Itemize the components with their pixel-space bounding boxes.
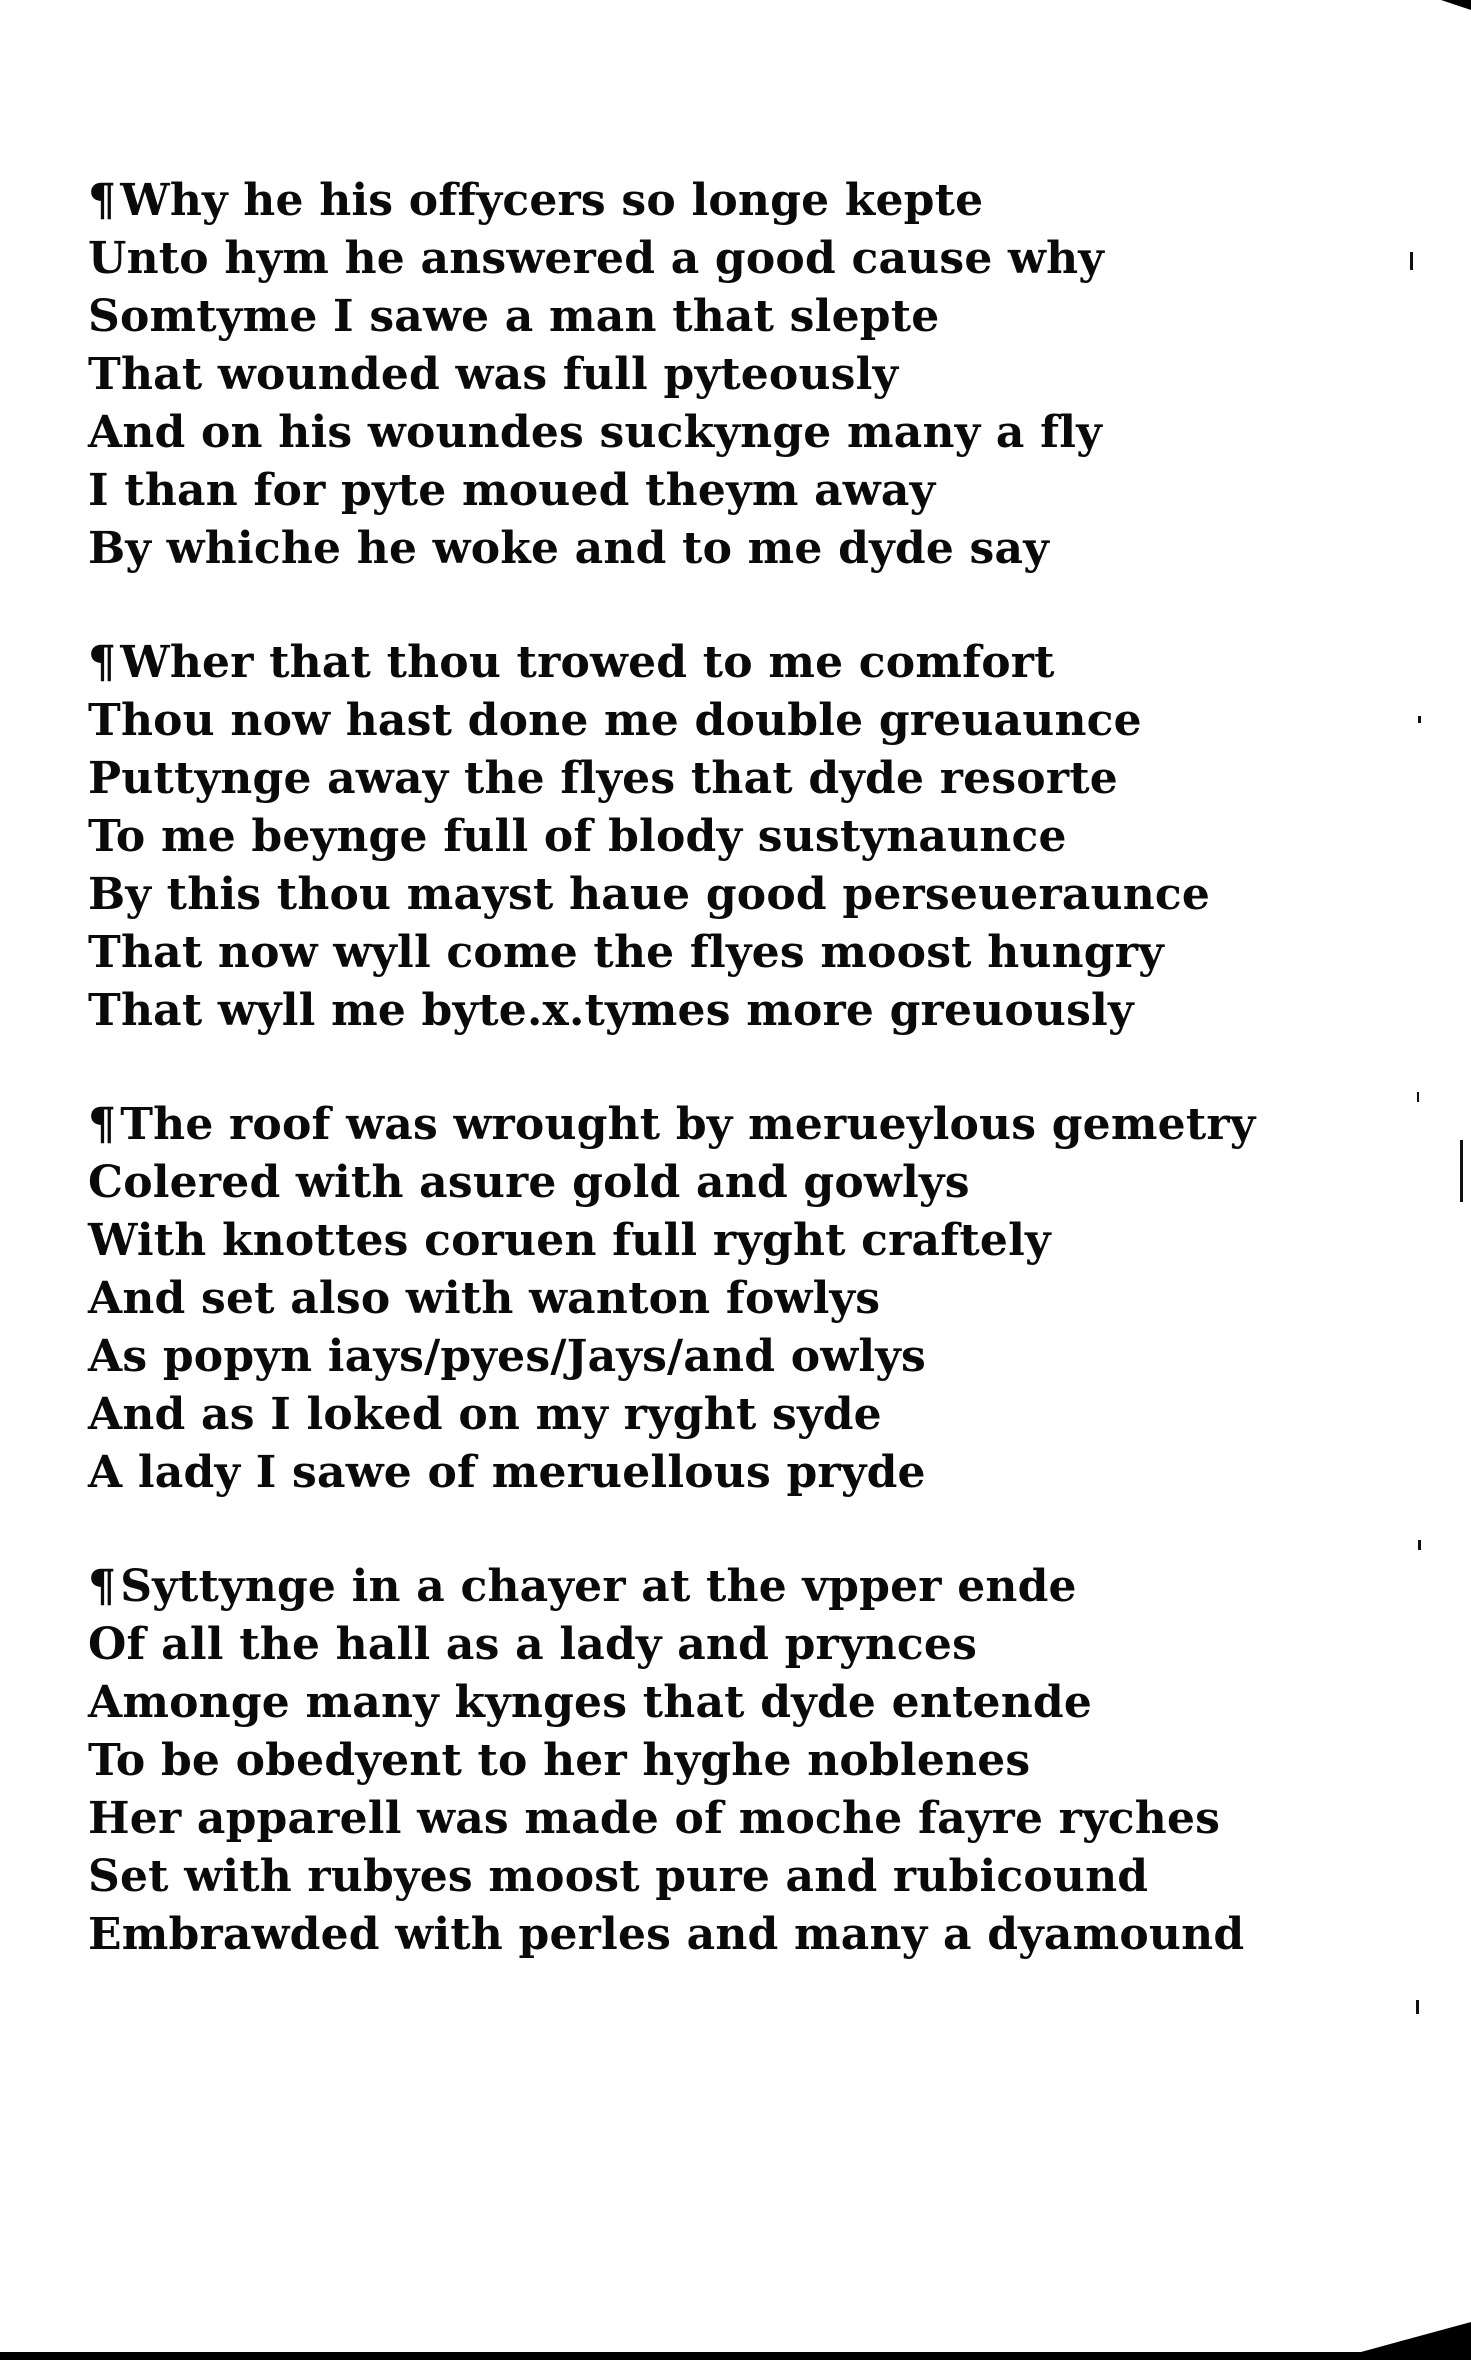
scan-speck [1418,1540,1421,1550]
poem-line: As popyn iays/pyes/Jays/and owlys [88,1331,926,1382]
poem-line: A lady I sawe of meruellous pryde [88,1447,926,1498]
poem-line [88,634,1288,692]
poem-line: That now wyll come the flyes moost hungry [88,927,1164,978]
line-text: The roof was wrought by merueylous gemetry [120,1099,1256,1150]
poem-line: Embrawded with perles and many a dyamound [88,1909,1245,1960]
scan-speck [1416,2000,1419,2014]
poem-line: I than for pyte moued theym away [88,465,936,516]
stanza-2 [88,634,1288,1040]
pilcrow-icon: ¶ [88,1561,117,1612]
poem-line: Somtyme I sawe a man that slepte [88,291,940,342]
poem-line: By whiche he woke and to me dyde say [88,523,1049,574]
poem-line: That wounded was full pyteously [88,349,899,400]
poem-line: And set also with wanton fowlys [88,1273,881,1324]
poem-line: That wyll me byte.x.tymes more greuously [88,985,1134,1036]
poem-line: Puttynge away the flyes that dyde resorte [88,753,1118,804]
line-text: Wher that thou trowed to me comfort [120,637,1055,688]
poem-line: Her apparell was made of moche fayre ryches [88,1793,1221,1844]
poem-line: And as I loked on my ryght syde [88,1389,882,1440]
scan-speck [1417,1092,1419,1102]
poem-line [88,172,1288,230]
poem-line: Unto hym he answered a good cause why [88,233,1105,284]
poem-line: To be obedyent to her hyghe noblenes [88,1735,1031,1786]
scan-bottom-edge [0,2352,1471,2360]
poem-line: Colered with asure gold and gowlys [88,1157,970,1208]
poem-line [88,1558,1288,1616]
scan-corner-mark [1441,0,1471,10]
poem-line: Set with rubyes moost pure and rubicound [88,1851,1149,1902]
stanza-3 [88,1096,1288,1502]
stanza-1 [88,172,1288,578]
poem-line: With knottes coruen full ryght craftely [88,1215,1051,1266]
line-text: Why he his offycers so longe kepte [120,175,984,226]
poem-line: By this thou mayst haue good perseueraunce [88,869,1211,920]
poem-line: And on his woundes suckynge many a fly [88,407,1102,458]
poem-line [88,1096,1288,1154]
poem-line: Amonge many kynges that dyde entende [88,1677,1093,1728]
scan-speck [1460,1140,1463,1202]
poem-line: Thou now hast done me double greuaunce [88,695,1142,746]
poem-text [88,172,1288,2020]
pilcrow-icon: ¶ [88,637,117,688]
scan-speck [1418,716,1421,723]
pilcrow-icon: ¶ [88,175,117,226]
stanza-4 [88,1558,1288,1964]
pilcrow-icon: ¶ [88,1099,117,1150]
poem-line: Of all the hall as a lady and prynces [88,1619,978,1670]
line-text: Syttynge in a chayer at the vpper ende [120,1561,1077,1612]
scan-edge-wedge [1361,2322,1471,2352]
scan-speck [1410,252,1413,270]
poem-line: To me beynge full of blody sustynaunce [88,811,1067,862]
